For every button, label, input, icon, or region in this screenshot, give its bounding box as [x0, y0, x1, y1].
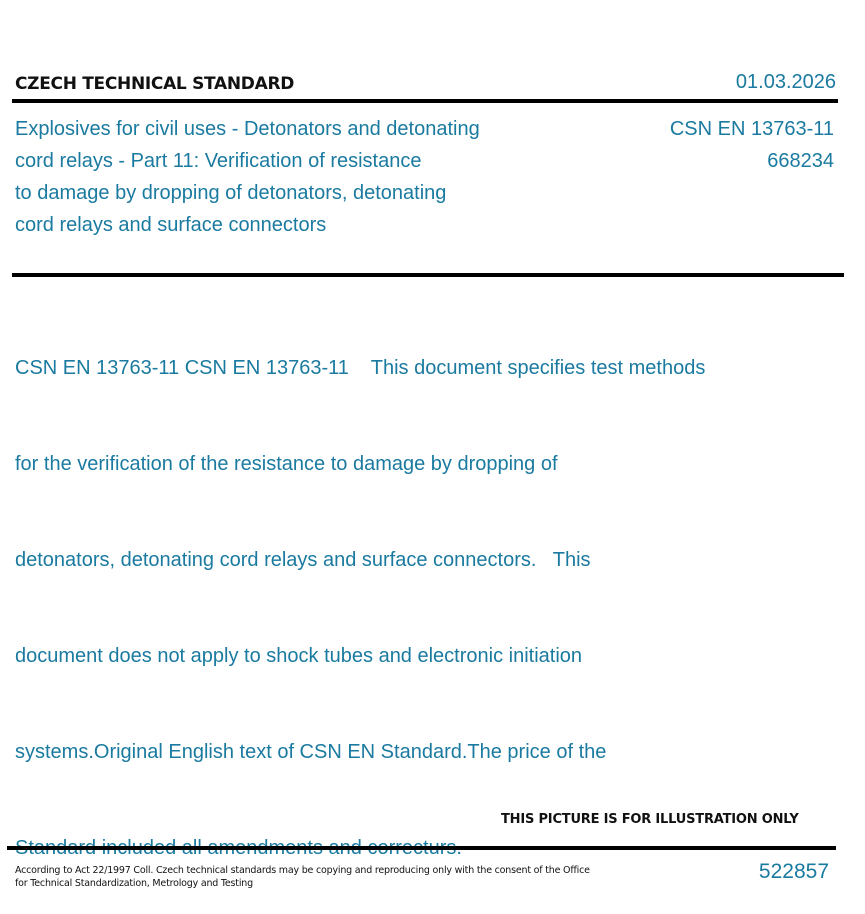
- footer-divider: [7, 846, 836, 850]
- title-line: to damage by dropping of detonators, detonating: [15, 182, 447, 204]
- title-line: cord relays and surface connectors: [15, 214, 327, 236]
- abstract-text: [15, 288, 775, 896]
- title-line: cord relays - Part 11: Verification of resistance: [15, 150, 422, 172]
- class-number: 668234: [767, 150, 834, 172]
- illustration-note: THIS PICTURE IS FOR ILLUSTRATION ONLY: [501, 812, 799, 827]
- header-divider: [12, 99, 838, 103]
- abstract-line: for the verification of the resistance to damage by dropping of: [15, 453, 558, 475]
- abstract-line: document does not apply to shock tubes and electronic initiation: [15, 645, 583, 667]
- legal-line: for Technical Standardization, Metrology and Testing: [15, 878, 253, 889]
- abstract-line: systems.Original English text of CSN EN Standard.The price of the: [15, 741, 607, 763]
- abstract-line: detonators, detonating cord relays and surface connectors. This: [15, 549, 591, 571]
- catalog-number: 522857: [758, 860, 829, 883]
- standard-title: [15, 113, 535, 241]
- standard-identifiers: [670, 113, 834, 177]
- legal-line: According to Act 22/1997 Coll. Czech technical standards may be copying and reproducing only with the consent of the Office: [15, 865, 590, 876]
- publication-date: 01.03.2026: [735, 71, 836, 93]
- title-line: Explosives for civil uses - Detonators and detonating: [15, 118, 480, 140]
- standard-code: CSN EN 13763-11: [669, 118, 834, 140]
- abstract-line: CSN EN 13763-11 CSN EN 13763-11 This document specifies test methods: [15, 357, 706, 379]
- section-divider: [12, 273, 844, 277]
- legal-notice: [15, 864, 595, 890]
- document-type-label: CZECH TECHNICAL STANDARD: [15, 74, 295, 94]
